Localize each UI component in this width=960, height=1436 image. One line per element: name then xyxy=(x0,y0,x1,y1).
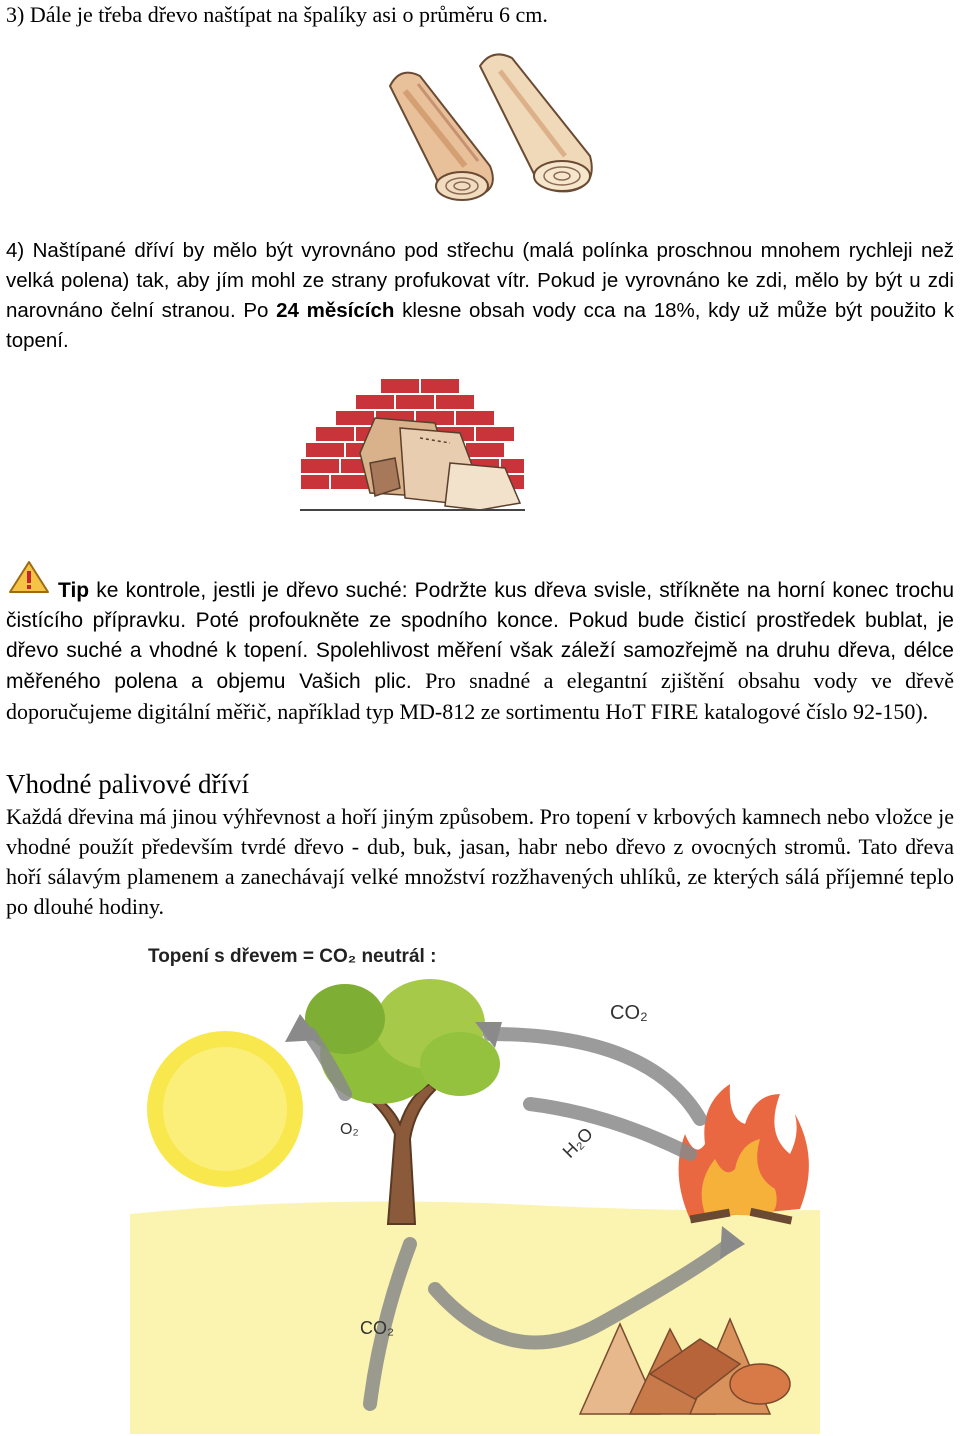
brick-wall-wood-illustration xyxy=(300,378,525,518)
co2-top-label: CO₂ xyxy=(610,1002,648,1024)
h2o-label: H₂O xyxy=(558,1123,597,1162)
section-text: Každá dřevina má jinou výhřevnost a hoří jiným způsobem. Pro topení v krbových kamnech nebo vložce je vhodné použít především tvrdé dřevo - dub, buk, jasan, habr nebo dřevo z ovocných stromů. Tato dřeva hoří sálavým plamenem a zanechávají velké množství rozžhavených uhlíků, ze kterých sálá příjemné teplo po dlouhé hodiny. xyxy=(6,804,954,919)
diagram-title: Topení s dřevem = CO₂ neutrál : xyxy=(148,946,437,967)
step3-text: 3) Dále je třeba dřevo naštípat na špalíky asi o průměru 6 cm. xyxy=(6,2,548,27)
section-heading: Vhodné palivové dříví xyxy=(6,769,249,799)
split-logs-illustration xyxy=(370,46,610,206)
tip-text: Tip ke kontrole, jestli je dřevo suché: Podržte kus dřeva svisle, stříkněte na horní konec trochu čistícího přípravku. Poté profoukněte ze spodního konce. Pokud bude čisticí prostředek bublat, je dřevo suché a vhodné k topení. Spolehlivost měření však záleží samozřejmě na druhu dřeva, délce měřeného polena a objemu Vašich plic. Pro snadné a elegantní zjištění obsahu vody ve dřevě doporučujeme digitální měřič, například typ MD-812 ze sortimentu HoT FIRE katalogové číslo 92-150). xyxy=(6,579,954,724)
co2-diagram xyxy=(130,944,820,1434)
co2-bottom-label: CO₂ xyxy=(360,1318,394,1338)
step4-text: 4) Naštípané dříví by mělo být vyrovnáno pod střechu (malá polínka proschnou mnohem rychleji než velká polena) tak, aby jím mohl ze strany profukovat vítr. Pokud je vyrovnáno ke zdi, mělo by být u zdi narovnáno čelní stranou. Po 24 měsících klesne obsah vody cca na 18%, kdy už může být použito k topení. xyxy=(6,239,954,352)
o2-label: O₂ xyxy=(340,1121,359,1138)
